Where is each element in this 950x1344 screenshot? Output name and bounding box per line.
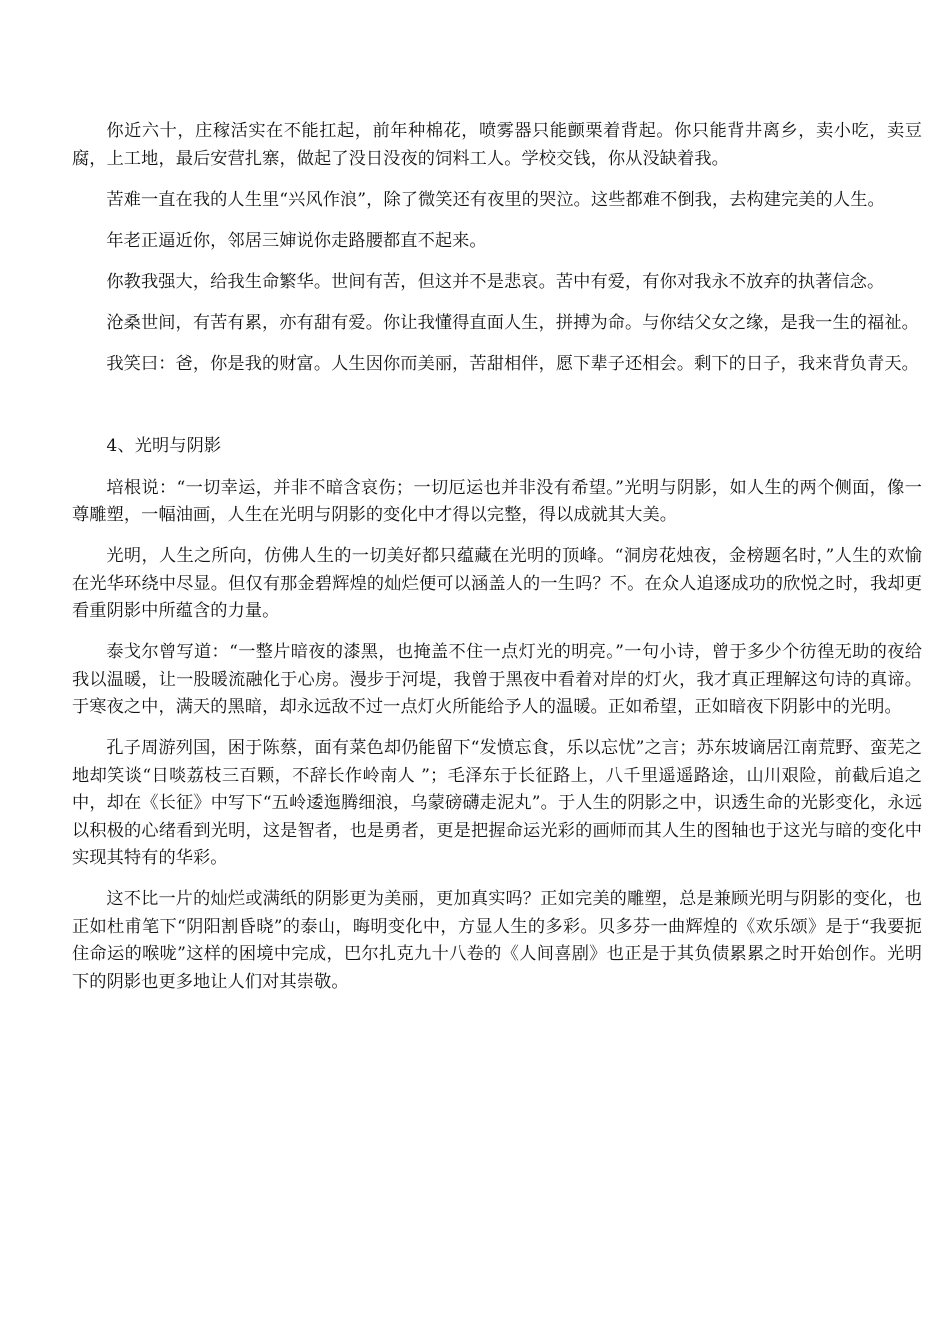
paragraph: 培根说：“一切幸运，并非不暗含哀伤；一切厄运也并非没有希望。”光明与阴影，如人生的两个侧面，像一尊雕塑，一幅油画，人生在光明与阴影的变化中才得以完整，得以成就其大美。 [72, 477, 922, 525]
document-body [72, 118, 922, 1010]
paragraph: 沧桑世间，有苦有累，亦有甜有爱。你让我懂得直面人生，拼搏为命。与你结父女之缘，是我一生的福祉。 [106, 312, 919, 333]
paragraph: 你教我强大，给我生命繁华。世间有苦，但这并不是悲哀。苦中有爱，有你对我永不放弃的执著信念。 [106, 271, 885, 292]
paragraph: 我笑曰：爸，你是我的财富。人生因你而美丽，苦甜相伴，愿下辈子还相会。剩下的日子，我来背负青天。 [106, 353, 919, 374]
paragraph: 苦难一直在我的人生里“兴风作浪”，除了微笑还有夜里的哭泣。这些都难不倒我，去构建完美的人生。 [106, 189, 885, 210]
section-heading: 4、光明与阴影 [106, 436, 222, 456]
paragraph: 这不比一片的灿烂或满纸的阴影更为美丽，更加真实吗？正如完美的雕塑，总是兼顾光明与阴影的变化，也正如杜甫笔下“阴阳割昏晓”的泰山，晦明变化中，方显人生的多彩。贝多芬一曲辉煌的《欢乐颂》是于“我要扼住命运的喉咙”这样的困境中完成，巴尔扎克九十八卷的《人间喜剧》也正是于其负债累累之时开始创作。光明下的阴影也更多地让人们对其崇敬。 [72, 889, 922, 992]
paragraph: 光明，人生之所向，仿佛人生的一切美好都只蕴藏在光明的顶峰。“洞房花烛夜，金榜题名时，”人生的欢愉在光华环绕中尽显。但仅有那金碧辉煌的灿烂便可以涵盖人的一生吗？不。在众人追逐成功的欣悦之时，我却更看重阴影中所蕴含的力量。 [72, 546, 922, 621]
paragraph: 孔子周游列国，困于陈蔡，面有菜色却仍能留下“发愤忘食，乐以忘忧”之言；苏东坡谪居江南荒野、蛮芜之地却笑谈“日啖荔枝三百颗，不辞长作岭南人 ”；毛泽东于长征路上，八千里遥遥路途，山川艰险，前截后追之中，却在《长征》中写下“五岭逶迤腾细浪，乌蒙磅礴走泥丸”。于人生的阴影之中，识透生命的光影变化，永远以积极的心绪看到光明，这是智者，也是勇者，更是把握命运光彩的画师而其人生的图轴也于这光与暗的变化中实现其特有的华彩。 [72, 738, 922, 868]
paragraph: 泰戈尔曾写道：“一整片暗夜的漆黑，也掩盖不住一点灯光的明亮。”一句小诗，曾于多少个彷徨无助的夜给我以温暖，让一股暖流融化于心房。漫步于河堤，我曾于黑夜中看着对岸的灯火，我才真正理解这句诗的真谛。于寒夜之中，满天的黑暗，却永远敌不过一点灯火所能给予人的温暖。正如希望，正如暗夜下阴影中的光明。 [72, 642, 922, 717]
paragraph: 你近六十，庄稼活实在不能扛起，前年种棉花，喷雾器只能颤栗着背起。你只能背井离乡，卖小吃，卖豆腐，上工地，最后安营扎寨，做起了没日没夜的饲料工人。学校交钱，你从没缺着我。 [72, 121, 922, 169]
paragraph: 年老正逼近你，邻居三婶说你走路腰都直不起来。 [106, 230, 487, 251]
